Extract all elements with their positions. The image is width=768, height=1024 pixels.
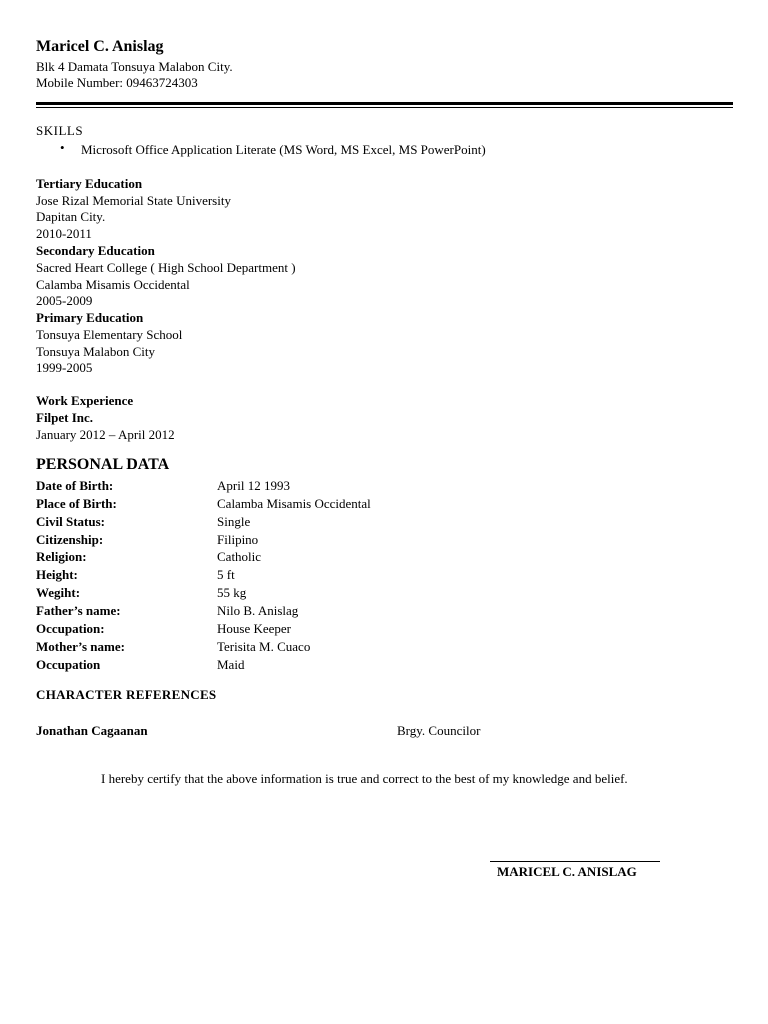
personal-value: Catholic (217, 549, 262, 564)
personal-value: 55 kg (217, 585, 247, 600)
personal-label: Occupation: (36, 621, 105, 636)
address-line: Blk 4 Damata Tonsuya Malabon City. (36, 59, 233, 74)
personal-label: Father’s name: (36, 603, 121, 618)
personal-label: Height: (36, 567, 78, 582)
skills-heading: SKILLS (36, 123, 84, 138)
skill-item: Microsoft Office Application Literate (MS Word, MS Excel, MS PowerPoint) (81, 142, 486, 157)
header-divider-thin (36, 107, 733, 108)
personal-value: House Keeper (217, 621, 291, 636)
personal-label: Occupation (36, 657, 101, 672)
applicant-name: Maricel C. Anislag (36, 38, 164, 55)
personal-value: 5 ft (217, 567, 235, 582)
work-period: January 2012 – April 2012 (36, 427, 175, 442)
personal-label: Mother’s name: (36, 639, 125, 654)
personal-label: Date of Birth: (36, 478, 114, 493)
work-company: Filpet Inc. (36, 410, 94, 425)
primary-education-heading: Primary Education (36, 310, 144, 325)
mobile-number-line: Mobile Number: 09463724303 (36, 75, 198, 90)
reference-position: Brgy. Councilor (397, 723, 481, 738)
personal-value: Terisita M. Cuaco (217, 639, 311, 654)
tertiary-years: 2010-2011 (36, 226, 92, 241)
personal-label: Place of Birth: (36, 496, 117, 511)
signature-line (490, 861, 660, 862)
personal-label: Civil Status: (36, 514, 105, 529)
primary-location: Tonsuya Malabon City (36, 344, 155, 359)
tertiary-education-heading: Tertiary Education (36, 176, 143, 191)
header-divider-thick (36, 102, 733, 105)
secondary-education-heading: Secondary Education (36, 243, 155, 258)
personal-label: Religion: (36, 549, 87, 564)
tertiary-location: Dapitan City. (36, 209, 106, 224)
primary-years: 1999-2005 (36, 360, 93, 375)
personal-label: Citizenship: (36, 532, 104, 547)
secondary-school: Sacred Heart College ( High School Department ) (36, 260, 296, 275)
certification-statement: I hereby certify that the above information is true and correct to the best of my knowledge and belief. (101, 771, 628, 786)
personal-value: Filipino (217, 532, 259, 547)
reference-name: Jonathan Cagaanan (36, 723, 148, 738)
signature-name: MARICEL C. ANISLAG (497, 864, 637, 879)
personal-value: April 12 1993 (217, 478, 290, 493)
secondary-years: 2005-2009 (36, 293, 93, 308)
personal-value: Single (217, 514, 251, 529)
personal-value: Calamba Misamis Occidental (217, 496, 371, 511)
bullet-icon: • (60, 140, 65, 155)
personal-value: Nilo B. Anislag (217, 603, 299, 618)
tertiary-school: Jose Rizal Memorial State University (36, 193, 231, 208)
primary-school: Tonsuya Elementary School (36, 327, 183, 342)
personal-data-heading: PERSONAL DATA (36, 456, 170, 473)
personal-value: Maid (217, 657, 245, 672)
personal-label: Wegiht: (36, 585, 81, 600)
secondary-location: Calamba Misamis Occidental (36, 277, 190, 292)
character-references-heading: CHARACTER REFERENCES (36, 687, 217, 702)
work-experience-heading: Work Experience (36, 393, 134, 408)
